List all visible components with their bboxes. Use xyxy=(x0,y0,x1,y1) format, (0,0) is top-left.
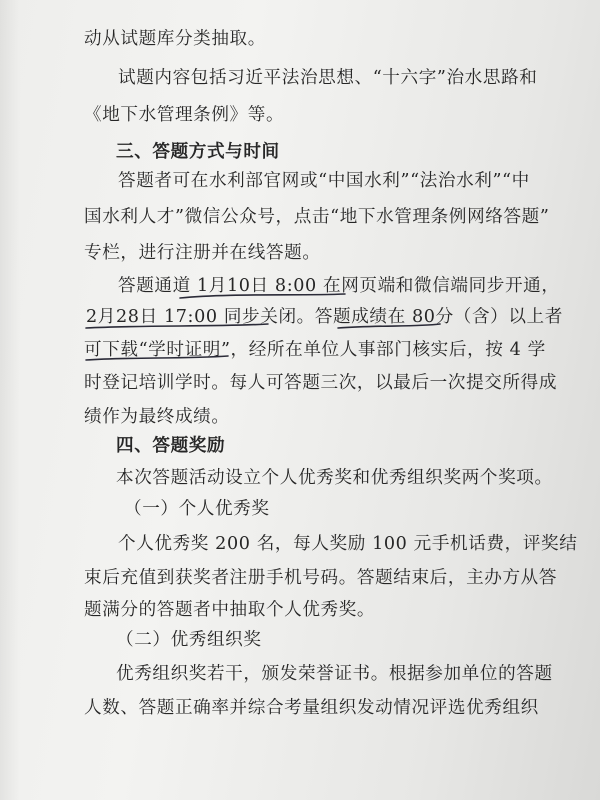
text-line: 题满分的答题者中抽取个人优秀奖。 xyxy=(84,600,376,620)
text-line: 本次答题活动设立个人优秀奖和优秀组织奖两个奖项。 xyxy=(116,468,553,488)
text-line: 《地下水管理条例》等。 xyxy=(84,105,285,125)
subsection-heading: （二）优秀组织奖 xyxy=(116,630,262,650)
text-line: 答题者可在水利部官网或“中国水利”“法治水利”“中 xyxy=(118,171,530,191)
text-line: 试题内容包括习近平法治思想、“十六字”治水思路和 xyxy=(118,68,538,88)
text-line: 个人优秀奖 200 名，每人奖励 100 元手机话费，评奖结 xyxy=(118,534,578,554)
text-line: 束后充值到获奖者注册手机号码。答题结束后，主办方从答 xyxy=(84,568,558,588)
text-line: 时登记培训学时。每人可答题三次，以最后一次提交所得成 xyxy=(84,373,558,393)
text-line: 动从试题库分类抽取。 xyxy=(84,29,266,49)
text-line: 2月28日 17:00 同步关闭。答题成绩在 80分（含）以上者 xyxy=(86,307,563,327)
text-line: 专栏，进行注册并在线答题。 xyxy=(84,243,321,263)
subsection-heading: （一）个人优秀奖 xyxy=(124,499,270,519)
text-line: 优秀组织奖若干，颁发荣誉证书。根据参加单位的答题 xyxy=(116,664,553,684)
text-line: 答题通道 1月10日 8:00 在网页端和微信端同步开通， xyxy=(118,276,560,296)
text-line: 国水利人才”微信公众号，点击“地下水管理条例网络答题” xyxy=(84,207,550,227)
section-heading: 四、答题奖励 xyxy=(116,436,226,456)
section-heading: 三、答题方式与时间 xyxy=(116,142,280,162)
text-line: 绩作为最终成绩。 xyxy=(84,407,230,427)
page-shadow xyxy=(0,0,20,800)
text-line: 人数、答题正确率并综合考量组织发动情况评选优秀组织 xyxy=(84,698,539,718)
text-line: 可下载“学时证明”，经所在单位人事部门核实后，按 4 学 xyxy=(84,340,546,360)
